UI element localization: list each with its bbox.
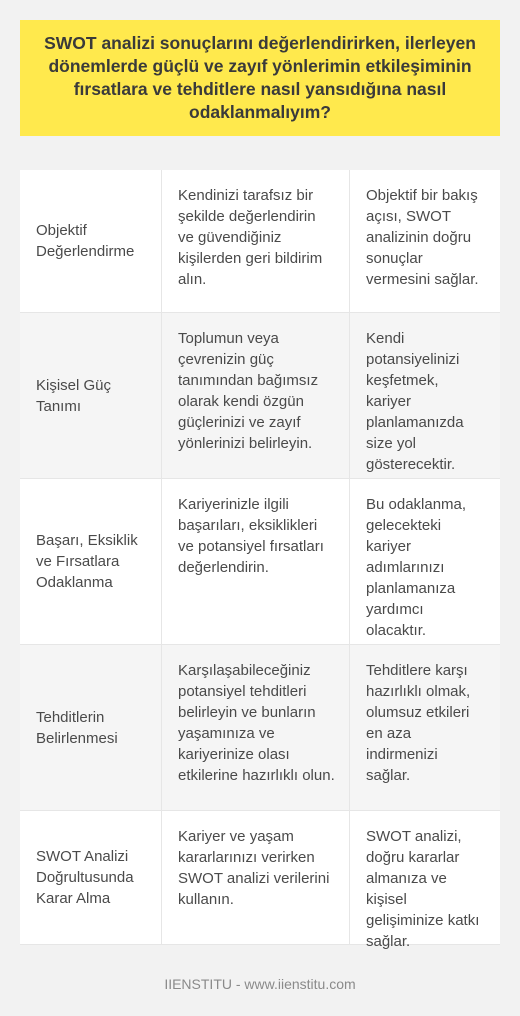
table-cell-benefit [350,479,500,645]
cell-text: Kariyer ve yaşam kararlarınızı verirken SWOT analizi verilerini kullanın. [178,828,330,908]
table-cell-benefit [350,170,500,313]
cell-text: Tehditlerin Belirlenmesi [36,708,118,747]
cell-text: Toplumun veya çevrenizin güç tanımından bağımsız olarak kendi özgün güçlerinizi ve zayıf yönlerinizi belirleyin. [178,330,319,452]
table-cell-action [162,170,350,313]
table-cell-benefit [350,645,500,811]
cell-text: Karşılaşabileceğiniz potansiyel tehditleri belirleyin ve bunların yaşamınıza ve kariyerinize olası etkilerine hazırlıklı olun. [178,662,335,784]
cell-text: Bu odaklanma, gelecekteki kariyer adımlarınızı planlamanıza yardımcı olacaktır. [366,496,467,639]
title-banner [20,20,500,136]
page-title: SWOT analizi sonuçlarını değerlendirirken, ilerleyen dönemlerde güçlü ve zayıf yönlerimin etkileşiminin fırsatlara ve tehditlere nasıl yansıdığına nasıl odaklanmalıyım? [44,33,476,122]
cell-text: Kişisel Güç Tanımı [36,376,112,415]
table-cell-action [162,645,350,811]
table-cell-action [162,313,350,479]
cell-text: Kariyerinizle ilgili başarıları, eksiklikleri ve potansiyel fırsatları değerlendirin. [178,496,324,576]
table-cell-action [162,811,350,945]
table-cell-benefit [350,313,500,479]
cell-text: Tehditlere karşı hazırlıklı olmak, olumsuz etkileri en aza indirmenizi sağlar. [366,662,471,784]
table-cell-topic [20,645,162,811]
cell-text: SWOT analizi, doğru kararlar almanıza ve kişisel gelişiminize katkı sağlar. [366,828,480,950]
table-cell-topic [20,313,162,479]
footer-credit: IIENSTITU - www.iienstitu.com [164,976,356,992]
cell-text: Başarı, Eksiklik ve Fırsatlara Odaklanma [36,532,138,591]
table-cell-topic [20,170,162,313]
cell-text: SWOT Analizi Doğrultusunda Karar Alma [36,848,134,907]
cell-text: Kendinizi tarafsız bir şekilde değerlendirin ve güvendiğiniz kişilerden geri bildirim alın. [178,187,323,288]
cell-text: Objektif bir bakış açısı, SWOT analizinin doğru sonuçlar vermesini sağlar. [366,187,479,288]
table-cell-action [162,479,350,645]
table-cell-topic [20,811,162,945]
cell-text: Kendi potansiyelinizi keşfetmek, kariyer planlamanızda size yol gösterecektir. [366,330,464,473]
table-cell-topic [20,479,162,645]
cell-text: Objektif Değerlendirme [36,222,135,260]
swot-table [20,170,500,950]
table-cell-benefit [350,811,500,950]
